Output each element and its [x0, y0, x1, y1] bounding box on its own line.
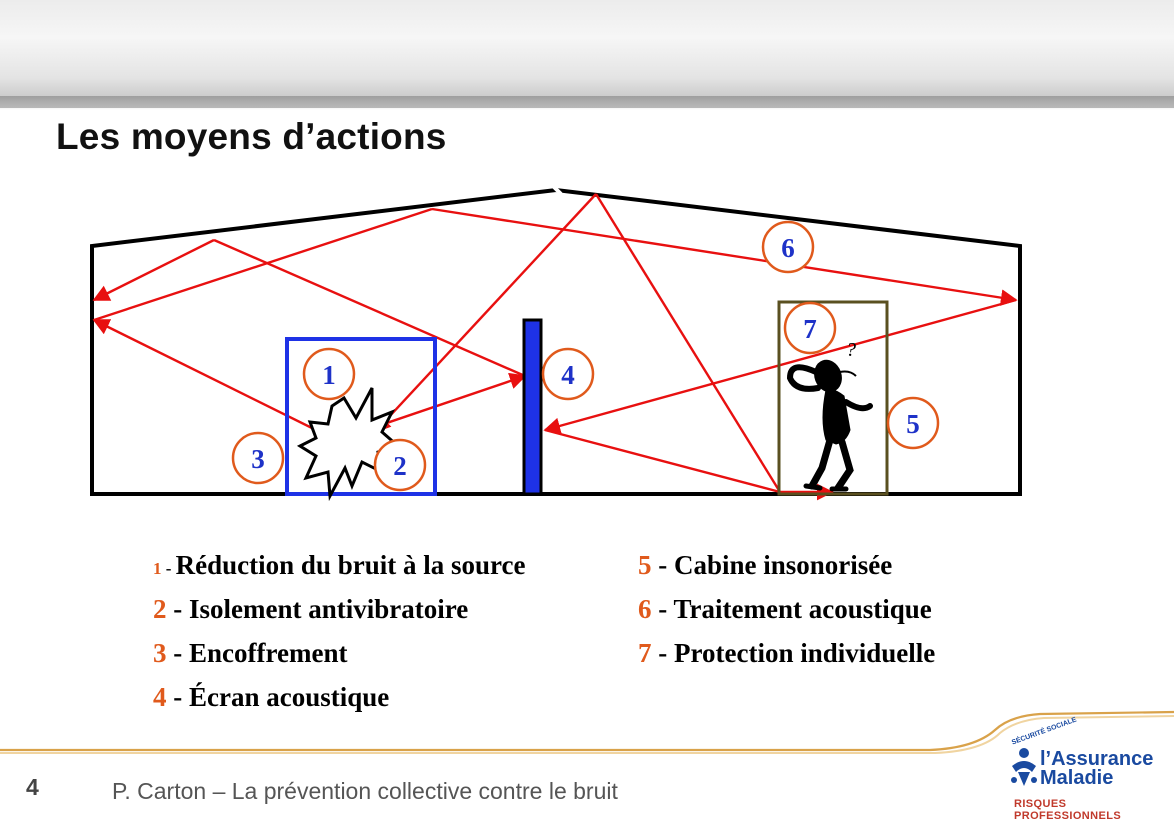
svg-text:1: 1 [322, 360, 336, 390]
svg-text:4: 4 [561, 360, 575, 390]
legend-separator: - [651, 594, 674, 624]
legend-label: Encoffrement [189, 638, 348, 668]
logo-name-line2: Maladie [1040, 767, 1114, 789]
question-mark: ? [846, 339, 856, 361]
legend-separator: - [166, 682, 189, 712]
legend-label: Écran acoustique [189, 682, 390, 712]
roof-gap [553, 186, 561, 194]
ray [432, 209, 1016, 300]
marker-1 [304, 349, 354, 399]
legend-item-7 [638, 638, 935, 669]
page-number: 4 [26, 774, 39, 800]
legend-separator: - [651, 550, 674, 580]
legend-item-5 [638, 550, 892, 581]
legend-separator: - [166, 638, 189, 668]
legend-label: Réduction du bruit à la source [175, 550, 526, 580]
marker-3 [233, 433, 283, 483]
ray [94, 240, 214, 300]
legend-label: Isolement antivibratoire [189, 594, 469, 624]
legend-item-2 [153, 594, 468, 625]
svg-text:7: 7 [803, 314, 817, 344]
worker-figure [790, 357, 870, 489]
legend-separator: - [166, 594, 189, 624]
svg-text:2: 2 [393, 451, 407, 481]
footer-swoosh [0, 700, 1174, 760]
marker-6 [763, 222, 813, 272]
logo-name-line1: l’Assurance [1040, 748, 1154, 770]
ray [545, 430, 780, 492]
legend-number: 2 [153, 594, 167, 624]
legend-label: Traitement acoustique [673, 594, 932, 624]
acoustic-screen [524, 320, 541, 494]
logo-arc-text: SÉCURITÉ SOCIALE [1010, 716, 1078, 747]
marker-2 [375, 440, 425, 490]
logo-subtitle: RISQUES PROFESSIONNELS [1014, 798, 1122, 822]
legend-item-3 [153, 638, 347, 669]
ray [596, 194, 780, 492]
marker-7 [785, 303, 835, 353]
legend-number: 3 [153, 638, 167, 668]
legend-separator: - [161, 559, 176, 578]
assurance-maladie-logo [1000, 716, 1154, 822]
svg-text:5: 5 [906, 409, 920, 439]
legend-label: Protection individuelle [674, 638, 936, 668]
legend-item-6 [638, 594, 932, 625]
ray [372, 376, 525, 428]
svg-text:6: 6 [781, 233, 795, 263]
legend-separator: - [651, 638, 674, 668]
legend-number: 6 [638, 594, 652, 624]
legend-number: 5 [638, 550, 652, 580]
logo-name [1040, 750, 1153, 788]
marker-5 [888, 398, 938, 448]
legend-number: 4 [153, 682, 167, 712]
legend-number: 7 [638, 638, 652, 668]
sound-rays [94, 194, 1016, 492]
footer-text: P. Carton – La prévention collective contre le bruit [112, 778, 618, 804]
legend-number: 1 [153, 559, 162, 578]
slide-title: Les moyens d’actions [56, 116, 447, 157]
legend-label: Cabine insonorisée [674, 550, 893, 580]
svg-text:3: 3 [251, 444, 265, 474]
marker-4 [543, 349, 593, 399]
logo-figure-icon [1008, 746, 1040, 790]
ray [214, 240, 525, 376]
legend-item-1 [153, 550, 525, 581]
